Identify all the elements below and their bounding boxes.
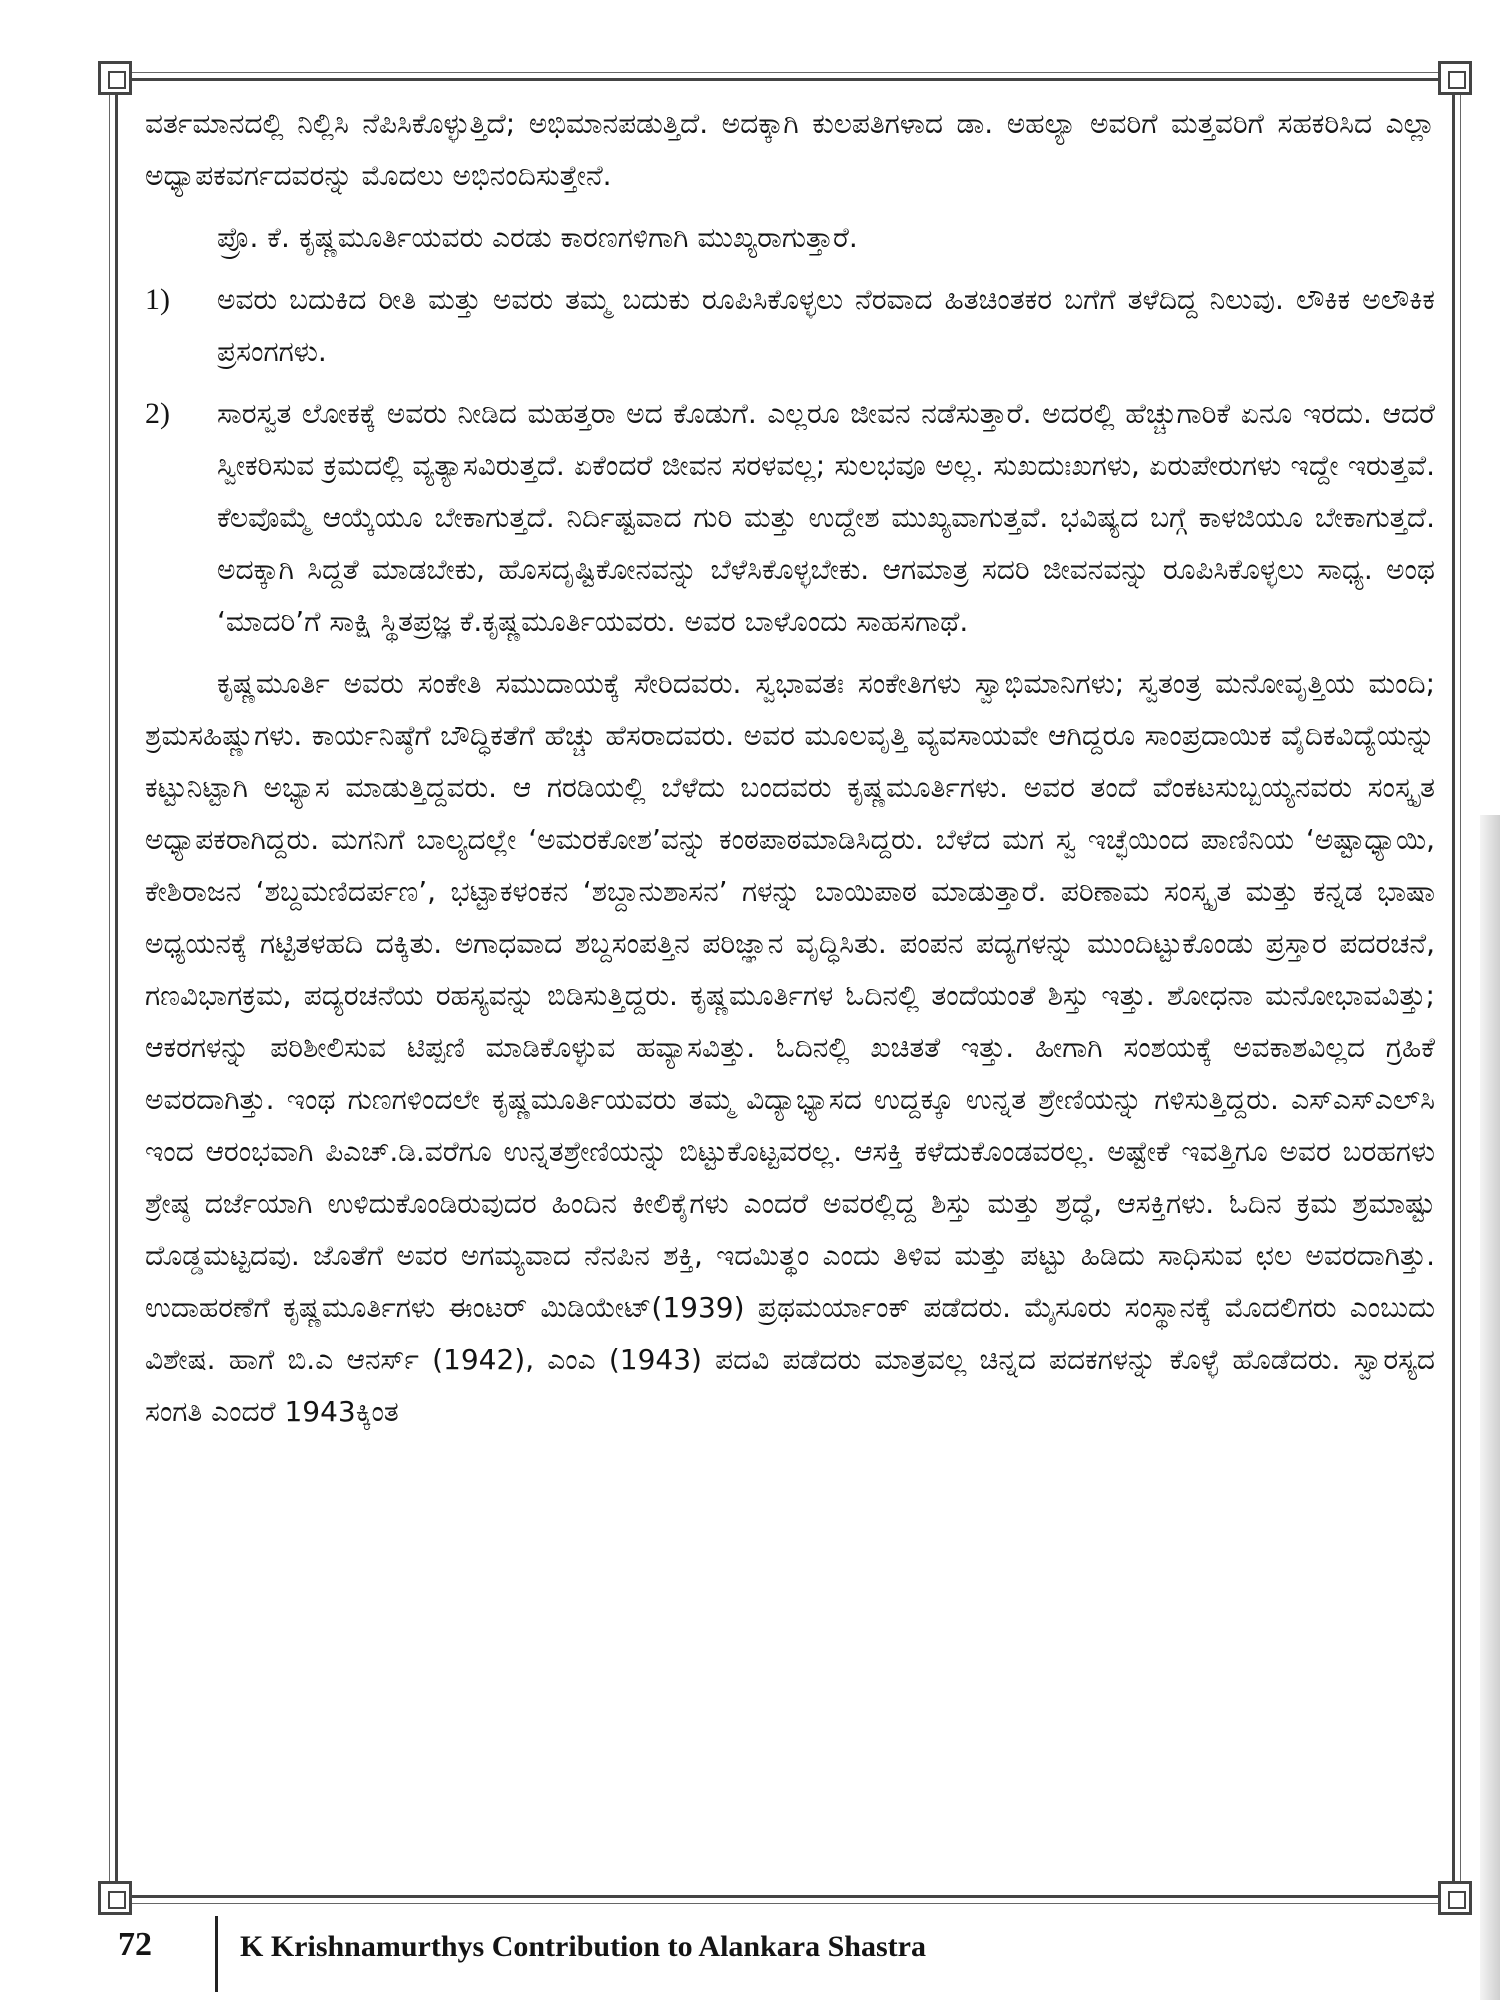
list-text: ಸಾರಸ್ವತ ಲೋಕಕ್ಕೆ ಅವರು ನೀಡಿದ ಮಹತ್ತರಾ ಅದ ಕೊಡುಗೆ. ಎಲ್ಲರೂ ಜೀವನ ನಡೆಸುತ್ತಾರೆ. ಅದರಲ್ಲಿ ಹೆಚ್ಚುಗಾರಿಕೆ ಏನೂ ಇರದು. ಆದರೆ ಸ್ವೀಕರಿಸುವ ಕ್ರಮದಲ್ಲಿ ವ್ಯತ್ಯಾಸವಿರುತ್ತದೆ. ಏಕೆಂದರೆ ಜೀವನ ಸರಳವಲ್ಲ; ಸುಲಭವೂ ಅಲ್ಲ. ಸುಖದುಃಖಗಳು, ಏರುಪೇರುಗಳು ಇದ್ದೇ ಇರುತ್ತವೆ. ಕೆಲವೊಮ್ಮೆ ಆಯ್ಕೆಯೂ ಬೇಕಾಗುತ್ತದೆ. ನಿರ್ದಿಷ್ಟವಾದ ಗುರಿ ಮತ್ತು ಉದ್ದೇಶ ಮುಖ್ಯವಾಗುತ್ತವೆ. ಭವಿಷ್ಯದ ಬಗ್ಗೆ ಕಾಳಜಿಯೂ ಬೇಕಾಗುತ್ತದೆ. ಅದಕ್ಕಾಗಿ ಸಿದ್ದತೆ ಮಾಡಬೇಕು, ಹೊಸದೃಷ್ಟಿಕೋನವನ್ನು ಬೆಳೆಸಿಕೊಳ್ಳಬೇಕು. ಆಗಮಾತ್ರ ಸದರಿ ಜೀವನವನ್ನು ರೂಪಿಸಿಕೊಳ್ಳಲು ಸಾಧ್ಯ. ಅಂಥ ‘ಮಾದರಿ’ಗೆ ಸಾಕ್ಷಿ ಸ್ಥಿತಪ್ರಜ್ಞ ಕೆ.ಕೃಷ್ಣಮೂರ್ತಿಯವರು. ಅವರ ಬಾಳೊಂದು ಸಾಹಸಗಾಥೆ.	[217, 397, 1435, 638]
paragraph-intro: ವರ್ತಮಾನದಲ್ಲಿ ನಿಲ್ಲಿಸಿ ನೆಪಿಸಿಕೊಳ್ಳುತ್ತಿದೆ; ಅಭಿಮಾನಪಡುತ್ತಿದೆ. ಅದಕ್ಕಾಗಿ ಕುಲಪತಿಗಳಾದ ಡಾ. ಅಹಲ್ಯಾ ಅವರಿಗೆ ಮತ್ತವರಿಗೆ ಸಹಕರಿಸಿದ ಎಲ್ಲಾ ಅಧ್ಯಾಪಕವರ್ಗದವರನ್ನು ಮೊದಲು ಅಭಿನಂದಿಸುತ್ತೇನೆ.	[145, 107, 1435, 192]
list-item	[145, 274, 1435, 378]
running-footer-title: K Krishnamurthys Contribution to Alankara Shastra	[240, 1930, 926, 1963]
corner-ornament-bottom-right	[1438, 1881, 1472, 1915]
page-number: 72	[118, 1926, 152, 1963]
page-footer	[0, 1920, 1500, 1990]
page-edge-shadow	[1480, 815, 1500, 2000]
list-item	[145, 388, 1435, 648]
corner-ornament-bottom-left	[98, 1881, 132, 1915]
list-number: 1)	[145, 283, 170, 316]
list-text: ಅವರು ಬದುಕಿದ ರೀತಿ ಮತ್ತು ಅವರು ತಮ್ಮ ಬದುಕು ರೂಪಿಸಿಕೊಳ್ಳಲು ನೆರವಾದ ಹಿತಚಿಂತಕರ ಬಗೆಗೆ ತಳೆದಿದ್ದ ನಿಲುವು. ಲೌಕಿಕ ಅಲೌಕಿಕ ಪ್ರಸಂಗಗಳು.	[217, 283, 1435, 368]
corner-ornament-top-left	[98, 61, 132, 95]
list-number: 2)	[145, 397, 170, 430]
paragraph-biography: ಕೃಷ್ಣಮೂರ್ತಿ ಅವರು ಸಂಕೇತಿ ಸಮುದಾಯಕ್ಕೆ ಸೇರಿದವರು. ಸ್ವಭಾವತಃ ಸಂಕೇತಿಗಳು ಸ್ವಾಭಿಮಾನಿಗಳು; ಸ್ವತಂತ್ರ ಮನೋವೃತ್ತಿಯ ಮಂದಿ; ಶ್ರಮಸಹಿಷ್ಣುಗಳು. ಕಾರ್ಯನಿಷ್ಠೆಗೆ ಬೌದ್ಧಿಕತೆಗೆ ಹೆಚ್ಚು ಹೆಸರಾದವರು. ಅವರ ಮೂಲವೃತ್ತಿ ವ್ಯವಸಾಯವೇ ಆಗಿದ್ದರೂ ಸಾಂಪ್ರದಾಯಿಕ ವೈದಿಕವಿದ್ಯೆಯನ್ನು ಕಟ್ಟುನಿಟ್ಟಾಗಿ ಅಭ್ಯಾಸ ಮಾಡುತ್ತಿದ್ದವರು. ಆ ಗರಡಿಯಲ್ಲಿ ಬೆಳೆದು ಬಂದವರು ಕೃಷ್ಣಮೂರ್ತಿಗಳು. ಅವರ ತಂದೆ ವೆಂಕಟಸುಬ್ಬಯ್ಯನವರು ಸಂಸ್ಕೃತ ಅಧ್ಯಾಪಕರಾಗಿದ್ದರು. ಮಗನಿಗೆ ಬಾಲ್ಯದಲ್ಲೇ ‘ಅಮರಕೋಶ’ವನ್ನು ಕಂಠಪಾಠಮಾಡಿಸಿದ್ದರು. ಬೆಳೆದ ಮಗ ಸ್ವ ಇಚ್ಛೆಯಿಂದ ಪಾಣಿನಿಯ ‘ಅಷ್ಟಾಧ್ಯಾಯಿ, ಕೇಶಿರಾಜನ ‘ಶಬ್ದಮಣಿದರ್ಪಣ’, ಭಟ್ಟಾಕಳಂಕನ ‘ಶಬ್ದಾನುಶಾಸನ’ ಗಳನ್ನು ಬಾಯಿಪಾಠ ಮಾಡುತ್ತಾರೆ. ಪರಿಣಾಮ ಸಂಸ್ಕೃತ ಮತ್ತು ಕನ್ನಡ ಭಾಷಾ ಅಧ್ಯಯನಕ್ಕೆ ಗಟ್ಟಿತಳಹದಿ ದಕ್ಕಿತು. ಅಗಾಧವಾದ ಶಬ್ದಸಂಪತ್ತಿನ ಪರಿಜ್ಞಾನ ವೃದ್ಧಿಸಿತು. ಪಂಪನ ಪದ್ಯಗಳನ್ನು ಮುಂದಿಟ್ಟುಕೊಂಡು ಪ್ರಸ್ತಾರ ಪದರಚನೆ, ಗಣವಿಭಾಗಕ್ರಮ, ಪದ್ಯರಚನೆಯ ರಹಸ್ಯವನ್ನು ಬಿಡಿಸುತ್ತಿದ್ದರು. ಕೃಷ್ಣಮೂರ್ತಿಗಳ ಓದಿನಲ್ಲಿ ತಂದೆಯಂತೆ ಶಿಸ್ತು ಇತ್ತು. ಶೋಧನಾ ಮನೋಭಾವವಿತ್ತು; ಆಕರಗಳನ್ನು ಪರಿಶೀಲಿಸುವ ಟಿಪ್ಪಣಿ ಮಾಡಿಕೊಳ್ಳುವ ಹವ್ಯಾಸವಿತ್ತು. ಓದಿನಲ್ಲಿ ಖಚಿತತೆ ಇತ್ತು. ಹೀಗಾಗಿ ಸಂಶಯಕ್ಕೆ ಅವಕಾಶವಿಲ್ಲದ ಗ್ರಹಿಕೆ ಅವರದಾಗಿತ್ತು. ಇಂಥ ಗುಣಗಳಿಂದಲೇ ಕೃಷ್ಣಮೂರ್ತಿಯವರು ತಮ್ಮ ವಿದ್ಯಾಭ್ಯಾಸದ ಉದ್ದಕ್ಕೂ ಉನ್ನತ ಶ್ರೇಣಿಯನ್ನು ಗಳಿಸುತ್ತಿದ್ದರು. ಎಸ್‌ಎಸ್‌ಎಲ್‌ಸಿ ಇಂದ ಆರಂಭವಾಗಿ ಪಿಎಚ್.ಡಿ.ವರೆಗೂ ಉನ್ನತಶ್ರೇಣಿಯನ್ನು ಬಿಟ್ಟುಕೊಟ್ಟವರಲ್ಲ. ಆಸಕ್ತಿ ಕಳೆದುಕೊಂಡವರಲ್ಲ. ಅಷ್ಟೇಕೆ ಇವತ್ತಿಗೂ ಅವರ ಬರಹಗಳು ಶ್ರೇಷ್ಠ ದರ್ಜೆಯಾಗಿ ಉಳಿದುಕೊಂಡಿರುವುದರ ಹಿಂದಿನ ಕೀಲಿಕೈಗಳು ಎಂದರೆ ಅವರಲ್ಲಿದ್ದ ಶಿಸ್ತು ಮತ್ತು ಶ್ರದ್ಧೆ, ಆಸಕ್ತಿಗಳು. ಓದಿನ ಕ್ರಮ ಶ್ರಮಾಷ್ಟು ದೊಡ್ಡಮಟ್ಟದವು. ಜೊತೆಗೆ ಅವರ ಅಗಮ್ಯವಾದ ನೆನಪಿನ ಶಕ್ತಿ, ಇದಮಿತ್ಥಂ ಎಂದು ತಿಳಿವ ಮತ್ತು ಪಟ್ಟು ಹಿಡಿದು ಸಾಧಿಸುವ ಛಲ ಅವರದಾಗಿತ್ತು. ಉದಾಹರಣೆಗೆ ಕೃಷ್ಣಮೂರ್ತಿಗಳು ಈಂಟರ್ ಮಿಡಿಯೇಟ್(1939) ಪ್ರಥಮರ್ಯಾಂಕ್ ಪಡೆದರು. ಮೈಸೂರು ಸಂಸ್ಥಾನಕ್ಕೆ ಮೊದಲಿಗರು ಎಂಬುದು ವಿಶೇಷ. ಹಾಗೆ ಬಿ.ಎ ಆನರ್ಸ್ (1942), ಎಂಎ (1943) ಪದವಿ ಪಡೆದರು ಮಾತ್ರವಲ್ಲ ಚಿನ್ನದ ಪದಕಗಳನ್ನು ಕೊಳ್ಳೆ ಹೊಡೆದರು. ಸ್ವಾರಸ್ಯದ ಸಂಗತಿ ಎಂದರೆ 1943ಕ್ಕಿಂತ	[145, 667, 1435, 1428]
corner-ornament-top-right	[1438, 61, 1472, 95]
paragraph-reasons-lead: ಪ್ರೊ. ಕೆ. ಕೃಷ್ಣಮೂರ್ತಿಯವರು ಎರಡು ಕಾರಣಗಳಿಗಾಗಿ ಮುಖ್ಯರಾಗುತ್ತಾರೆ.	[217, 221, 858, 254]
page-body	[145, 98, 1435, 1448]
footer-divider	[215, 1916, 218, 1992]
